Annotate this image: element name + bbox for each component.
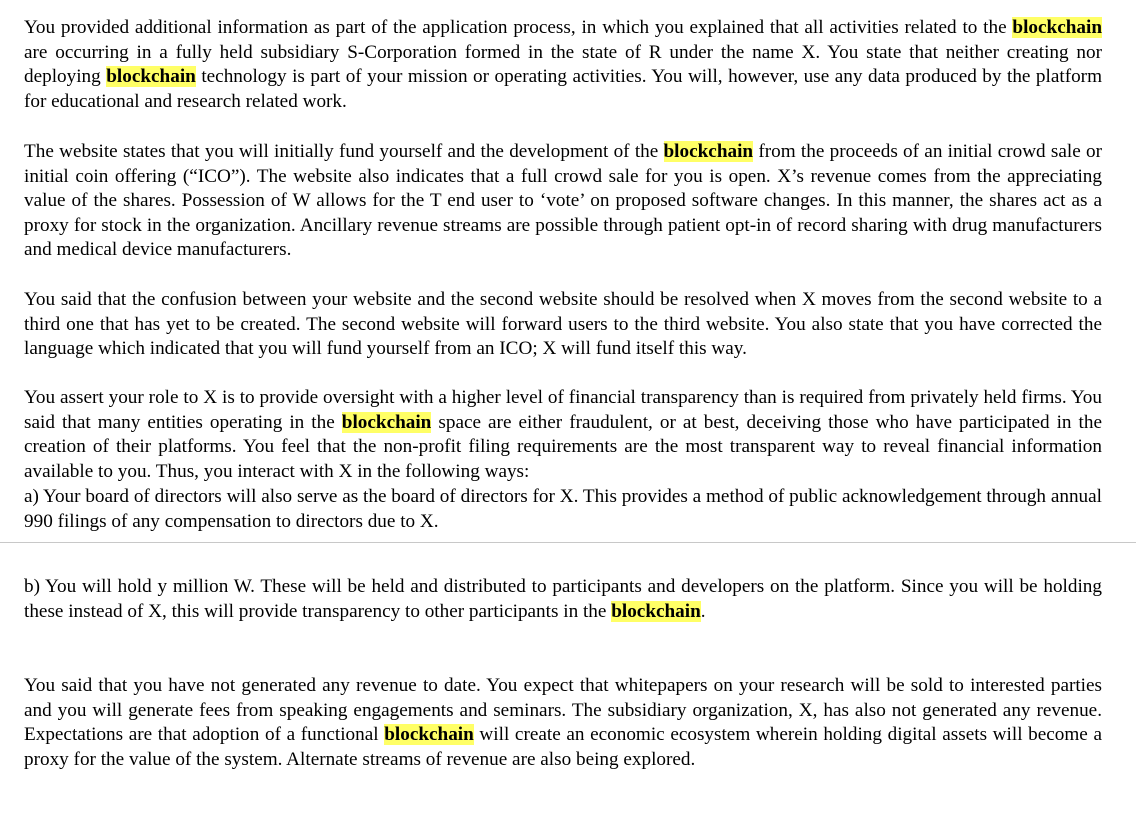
text-segment: b) You will hold y million W. These will be held and distributed to participants and developers on the platform. Since you will be holding these instead of X, this will provide transparency to other participants in the	[24, 576, 1102, 622]
text-segment: .	[700, 600, 706, 622]
text-segment: You assert your role to X is to provide oversight with a higher level of financial transparency than is required from privately held firms. You said that many entities operating in the	[24, 387, 1102, 433]
highlighted-term: blockchain	[341, 411, 432, 433]
text-segment: The website states that you will initially fund yourself and the development of the	[24, 141, 664, 162]
paragraph-website-confusion	[24, 288, 1102, 362]
text-segment: will create an economic ecosystem wherein holding digital assets will become a proxy for the value of the system. Alternate streams of revenue are also being explored.	[24, 724, 1102, 770]
highlighted-term: blockchain	[663, 141, 754, 162]
highlighted-term: blockchain	[1012, 17, 1102, 38]
paragraph-revenue	[24, 674, 1102, 772]
highlighted-term: blockchain	[106, 66, 196, 88]
text-segment: from the proceeds of an initial crowd sale or initial coin offering (“ICO”). The website also indicates that a full crowd sale for you is open. X’s revenue comes from the appreciating value of the shares. Possession of W allows for the T end user to ‘vote’ on proposed software changes. In this manner, the shares act as a proxy for stock in the organization. Ancillary revenue streams are possible through patient opt-in of record sharing with drug manufacturers and medical device manufacturers.	[24, 141, 1102, 261]
paragraph-subsidiary-activities	[24, 16, 1102, 114]
page-divider	[0, 542, 1136, 543]
text-segment: You provided additional information as part of the application process, in which you explained that all activities related to the	[24, 17, 1013, 38]
paragraph-oversight-role	[24, 386, 1102, 484]
highlighted-term: blockchain	[384, 724, 474, 746]
highlighted-term: blockchain	[611, 600, 701, 622]
text-segment: technology is part of your mission or operating activities. You will, however, use any data produced by the platform for educational and research related work.	[24, 66, 1102, 112]
text-segment: You said that the confusion between your website and the second website should be resolved when X moves from the second website to a third one that has yet to be created. The second website will forward users to the third website. You also state that you have corrected the language which indicated that you will fund yourself from an ICO; X will fund itself this way.	[24, 289, 1102, 360]
list-item-b-token-holding	[24, 575, 1102, 624]
text-segment: You said that you have not generated any revenue to date. You expect that whitepapers on your research will be sold to interested parties and you will generate fees from speaking engagements and seminars. The subsidiary organization, X, has also not generated any revenue. Expectations are that adoption of a functional	[24, 675, 1102, 746]
text-segment: are occurring in a fully held subsidiary S-Corporation formed in the state of R under the name X. You state that neither creating nor deploying	[24, 41, 1102, 88]
list-item-a-board-of-directors	[24, 485, 1102, 534]
paragraph-website-funding	[24, 140, 1102, 263]
text-segment: a) Your board of directors will also serve as the board of directors for X. This provides a method of public acknowledgement through annual 990 filings of any compensation to directors due to X.	[24, 486, 1102, 532]
text-segment: space are either fraudulent, or at best, deceiving those who have participated in the creation of their platforms. You feel that the non-profit filing requirements are the most transparent way to reveal financial information available to you. Thus, you interact with X in the following ways:	[24, 411, 1102, 482]
